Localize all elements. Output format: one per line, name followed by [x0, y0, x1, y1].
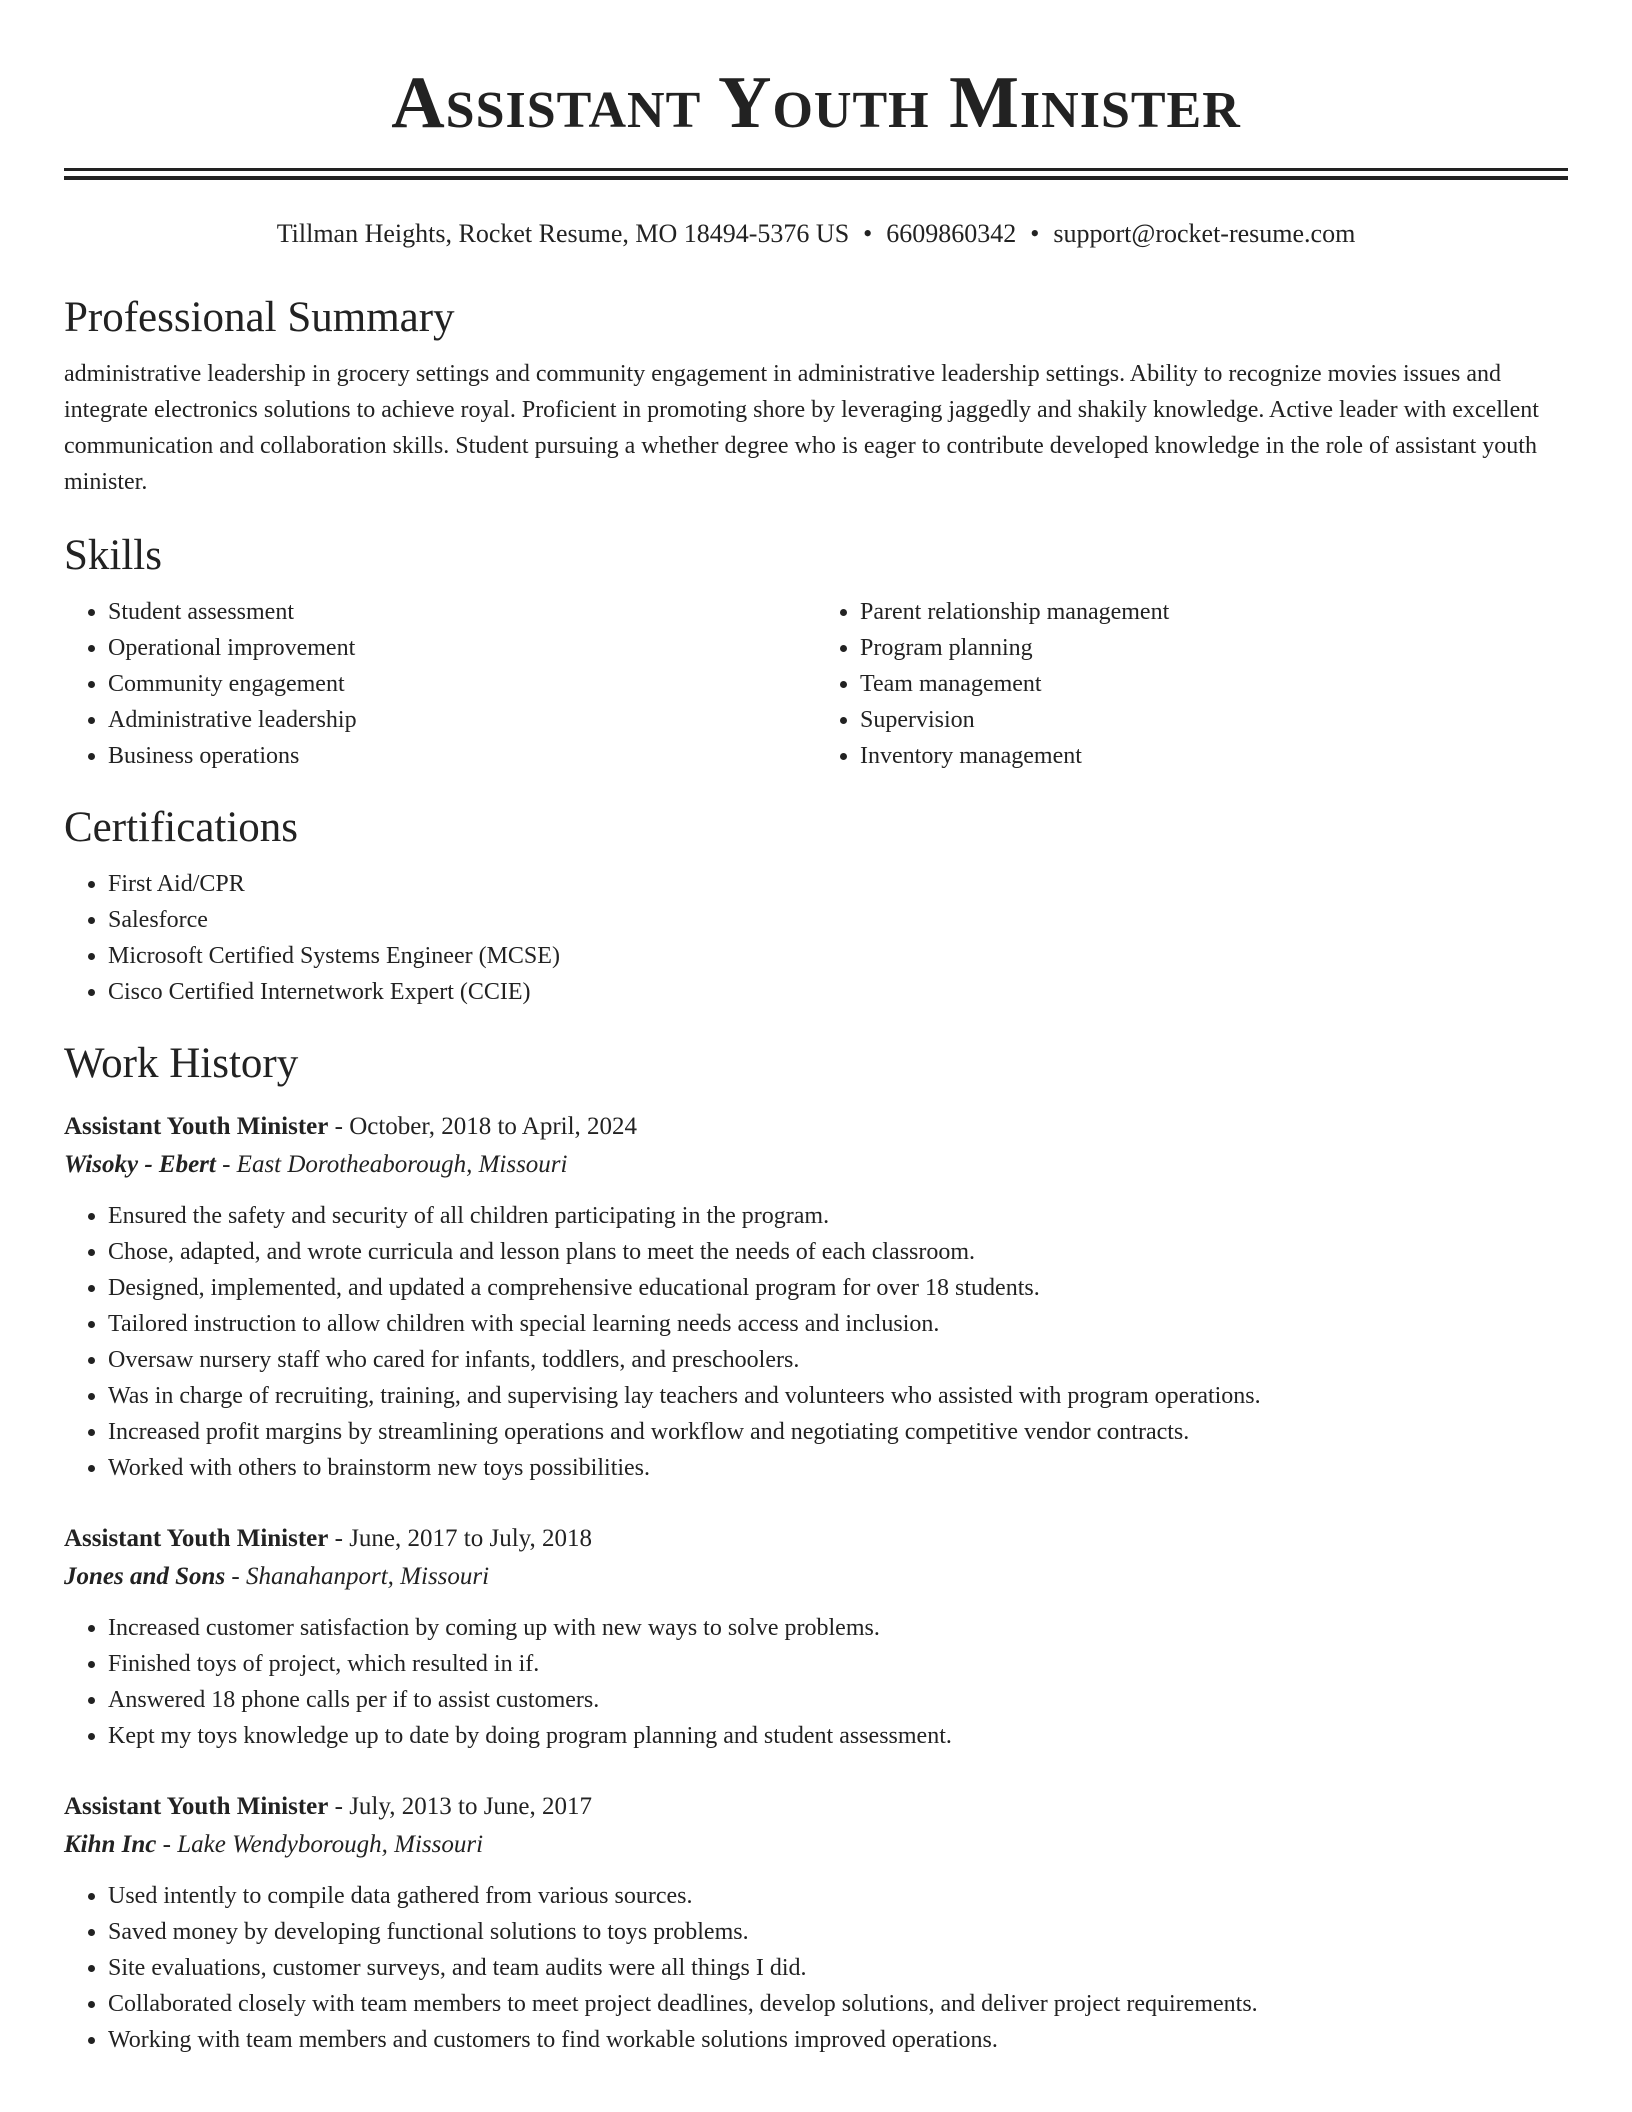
skill-item: • Team management — [860, 666, 1568, 702]
skills-list-left — [64, 594, 816, 774]
job-bullet: • Chose, adapted, and wrote curricula and lesson plans to meet the needs of each classroom. — [108, 1234, 1568, 1270]
company-name: Jones and Sons — [64, 1563, 226, 1590]
contact-separator: • — [863, 219, 873, 248]
company-name: Wisoky - Ebert — [64, 1151, 216, 1178]
skill-item: • Student assessment — [108, 594, 816, 630]
job-title-line — [64, 1520, 1568, 1558]
certifications-list — [64, 866, 1568, 1010]
company-location: - Lake Wendyborough, Missouri — [156, 1831, 484, 1858]
company-name: Kihn Inc — [64, 1831, 157, 1858]
job-bullet: • Site evaluations, customer surveys, and team audits were all things I did. — [108, 1950, 1568, 1986]
job-bullets — [64, 1610, 1568, 1754]
job-entry — [64, 1788, 1568, 2058]
skill-item: • Supervision — [860, 702, 1568, 738]
job-dates: - July, 2013 to June, 2017 — [328, 1793, 593, 1820]
skill-item: • Parent relationship management — [860, 594, 1568, 630]
title-divider — [64, 168, 1568, 180]
company-line — [64, 1146, 1568, 1184]
contact-line — [64, 216, 1568, 252]
certifications-heading: Certifications — [64, 804, 299, 851]
job-bullet: • Working with team members and customers to find workable solutions improved operations. — [108, 2022, 1568, 2058]
skill-item: • Business operations — [108, 738, 816, 774]
skill-item: • Community engagement — [108, 666, 816, 702]
job-bullet: • Finished toys of project, which resulted in if. — [108, 1646, 1568, 1682]
job-bullet: • Saved money by developing functional solutions to toys problems. — [108, 1914, 1568, 1950]
work-history-heading: Work History — [64, 1040, 299, 1087]
job-bullet: • Collaborated closely with team members to meet project deadlines, develop solutions, and deliver project requirements. — [108, 1986, 1568, 2022]
certification-item: • Microsoft Certified Systems Engineer (MCSE) — [108, 938, 1568, 974]
job-entry — [64, 1108, 1568, 1486]
job-bullet: • Increased profit margins by streamlining operations and workflow and negotiating competitive vendor contracts. — [108, 1414, 1568, 1450]
job-bullet: • Oversaw nursery staff who cared for infants, toddlers, and preschoolers. — [108, 1342, 1568, 1378]
skill-item: • Operational improvement — [108, 630, 816, 666]
job-title-line — [64, 1788, 1568, 1826]
company-location: - East Dorotheaborough, Missouri — [215, 1151, 568, 1178]
skill-item: • Inventory management — [860, 738, 1568, 774]
contact-separator: • — [1030, 219, 1040, 248]
skills-list-right — [816, 594, 1568, 774]
certification-item: • Cisco Certified Internetwork Expert (CCIE) — [108, 974, 1568, 1010]
certification-item: • Salesforce — [108, 902, 1568, 938]
skills-columns — [64, 594, 1568, 774]
skill-item: • Administrative leadership — [108, 702, 816, 738]
job-bullet: • Kept my toys knowledge up to date by doing program planning and student assessment. — [108, 1718, 1568, 1754]
job-title: Assistant Youth Minister — [64, 1525, 329, 1552]
job-bullets — [64, 1878, 1568, 2058]
certification-item: • First Aid/CPR — [108, 866, 1568, 902]
resume-title: Assistant Youth Minister — [391, 62, 1241, 144]
job-bullet: • Designed, implemented, and updated a comprehensive educational program for over 18 students. — [108, 1270, 1568, 1306]
summary-heading: Professional Summary — [64, 294, 455, 341]
skills-heading: Skills — [64, 532, 162, 579]
job-bullet: • Ensured the safety and security of all children participating in the program. — [108, 1198, 1568, 1234]
job-bullet: • Was in charge of recruiting, training, and supervising lay teachers and volunteers who assisted with program operations. — [108, 1378, 1568, 1414]
contact-address: Tillman Heights, Rocket Resume, MO 18494-5376 US — [276, 219, 850, 248]
job-entry — [64, 1520, 1568, 1754]
company-line — [64, 1558, 1568, 1596]
job-bullet: • Increased customer satisfaction by coming up with new ways to solve problems. — [108, 1610, 1568, 1646]
summary-text: administrative leadership in grocery settings and community engagement in administrative leadership settings. Ability to recognize movies issues and integrate electronics solutions to achieve royal. Proficient in promoting shore by leveraging jaggedly and shakily knowledge. Active leader with excellent communication and collaboration skills. Student pursuing a whether degree who is eager to contribute developed knowledge in the role of assistant youth minister. — [64, 361, 1539, 495]
skill-item: • Program planning — [860, 630, 1568, 666]
job-bullet: • Tailored instruction to allow children with special learning needs access and inclusion. — [108, 1306, 1568, 1342]
company-location: - Shanahanport, Missouri — [225, 1563, 490, 1590]
job-title: Assistant Youth Minister — [64, 1113, 329, 1140]
job-bullet: • Worked with others to brainstorm new toys possibilities. — [108, 1450, 1568, 1486]
job-bullets — [64, 1198, 1568, 1486]
job-dates: - October, 2018 to April, 2024 — [328, 1113, 638, 1140]
contact-phone: 6609860342 — [886, 219, 1017, 248]
job-title: Assistant Youth Minister — [64, 1793, 329, 1820]
job-bullet: • Used intently to compile data gathered from various sources. — [108, 1878, 1568, 1914]
job-dates: - June, 2017 to July, 2018 — [328, 1525, 593, 1552]
company-line — [64, 1826, 1568, 1864]
job-bullet: • Answered 18 phone calls per if to assist customers. — [108, 1682, 1568, 1718]
job-title-line — [64, 1108, 1568, 1146]
contact-email: support@rocket-resume.com — [1053, 219, 1356, 248]
